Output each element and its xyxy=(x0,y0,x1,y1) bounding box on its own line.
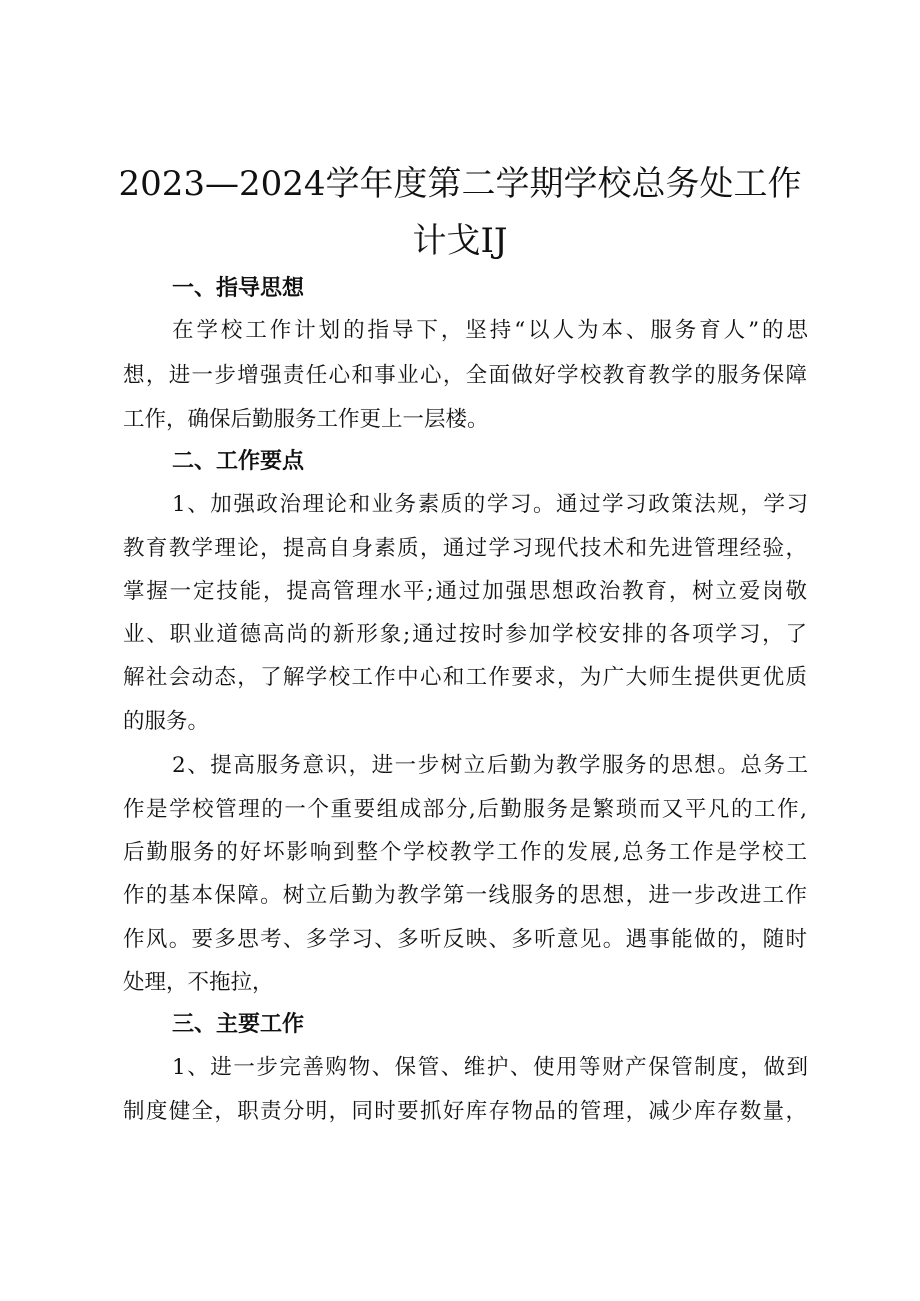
paragraph-line: 后勤服务的好坏影响到整个学校教学工作的发展,总务工作是学校工 xyxy=(123,840,807,865)
document-title-line-2: 计戈IJ xyxy=(412,221,508,261)
section-heading-guiding-ideology: 一、指导思想 xyxy=(172,276,305,301)
paragraph-line: 掌握一定技能，提高管理水平;通过加强思想政治教育，树立爱岗敬 xyxy=(123,579,807,604)
section-heading-main-work: 三、主要工作 xyxy=(172,1012,305,1037)
paragraph-line: 2、提高服务意识，进一步树立后勤为教学服务的思想。总务工 xyxy=(172,753,808,778)
paragraph-line: 业、职业道德高尚的新形象;通过按时参加学校安排的各项学习，了 xyxy=(123,622,807,647)
paragraph-line: 制度健全，职责分明，同时要抓好库存物品的管理，减少库存数量， xyxy=(123,1099,807,1124)
paragraph-line: 工作，确保后勤服务工作更上一层楼。 xyxy=(123,407,489,432)
document-title-line-1: 2023—2024学年度第二学期学校总务处工作 xyxy=(118,164,802,204)
paragraph-line: 作的基本保障。树立后勤为教学第一线服务的思想，进一步改进工作 xyxy=(123,883,807,908)
paragraph-line: 在学校工作计划的指导下，坚持“以人为本、服务育人”的思 xyxy=(172,318,808,343)
paragraph-line: 想，进一步增强责任心和事业心，全面做好学校教育教学的服务保障 xyxy=(123,363,807,388)
paragraph-line: 的服务。 xyxy=(123,709,210,734)
paragraph-line: 解社会动态，了解学校工作中心和工作要求，为广大师生提供更优质 xyxy=(123,665,807,690)
section-heading-work-points: 二、工作要点 xyxy=(172,449,305,474)
paragraph-line: 1、加强政治理论和业务素质的学习。通过学习政策法规，学习 xyxy=(172,492,808,517)
paragraph-line: 处理，不拖拉， xyxy=(123,970,274,995)
paragraph-line: 作是学校管理的一个重要组成部分,后勤服务是繁琐而又平凡的工作, xyxy=(123,797,807,822)
paragraph-line: 作风。要多思考、多学习、多听反映、多听意见。遇事能做的，随时 xyxy=(123,927,807,952)
paragraph-line: 教育教学理论，提高自身素质，通过学习现代技术和先进管理经验， xyxy=(123,536,807,561)
paragraph-line: 1、进一步完善购物、保管、维护、使用等财产保管制度，做到 xyxy=(172,1055,808,1080)
